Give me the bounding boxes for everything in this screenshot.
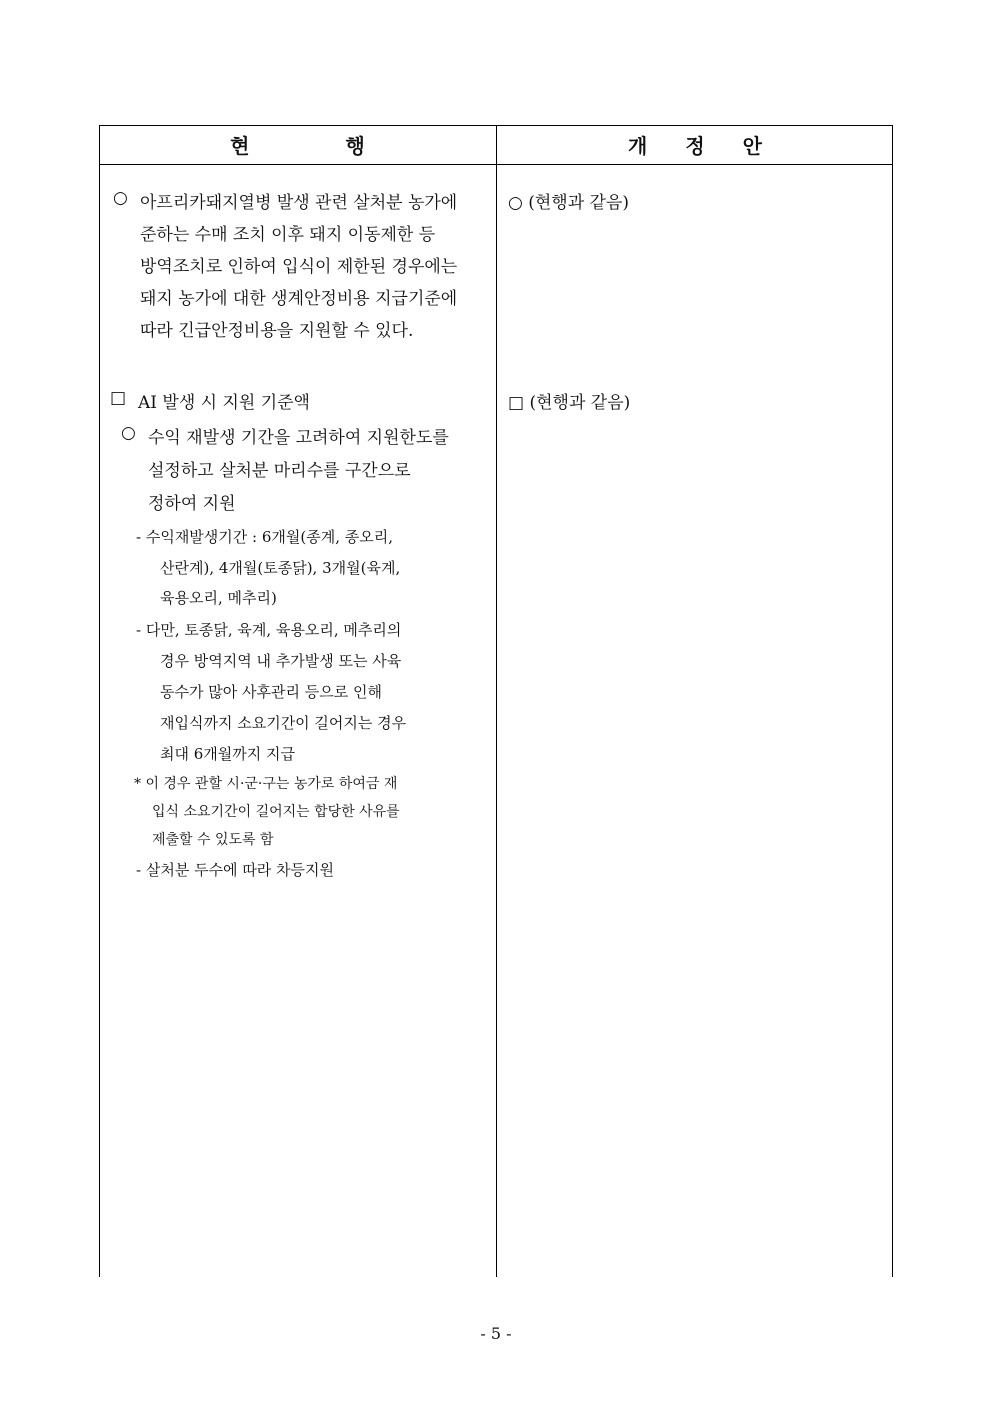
- page-number: - 5 -: [480, 1324, 512, 1343]
- header-current-char: 행: [345, 134, 365, 158]
- header-revised-char: 안: [742, 134, 762, 158]
- dash2-line: 경우 방역지역 내 추가발생 또는 사육: [160, 652, 402, 670]
- header-revised-char: 정: [685, 134, 705, 158]
- section1-marker: ○: [113, 188, 128, 208]
- table-right-border: [892, 125, 893, 1277]
- section2-marker: □: [110, 388, 127, 408]
- dash2-line: 재입식까지 소요기간이 길어지는 경우: [160, 714, 407, 732]
- note-line: * 이 경우 관할 시·군·구는 농가로 하여금 재: [134, 776, 398, 792]
- section2-title: AI 발생 시 지원 기준액: [138, 393, 310, 413]
- dash2-line: - 다만, 토종닭, 육계, 육용오리, 메추리의: [136, 621, 402, 639]
- section2-sub-line: 설정하고 살처분 마리수를 구간으로: [148, 461, 411, 481]
- dash2-line: 동수가 많아 사후관리 등으로 인해: [160, 683, 382, 701]
- revised-item-1: ○ (현행과 같음): [508, 193, 630, 213]
- section1-line: 아프리카돼지열병 발생 관련 살처분 농가에: [140, 193, 458, 213]
- dash3-line: - 살처분 두수에 따라 차등지원: [136, 861, 335, 879]
- section1-line: 방역조치로 인하여 입식이 제한된 경우에는: [140, 257, 458, 277]
- revised-item-2: □ (현행과 같음): [508, 393, 631, 413]
- header-current-char: 현: [230, 134, 250, 158]
- section1-line: 준하는 수매 조치 이후 돼지 이동제한 등: [140, 225, 436, 245]
- dash2-line: 최대 6개월까지 지급: [160, 745, 296, 763]
- section1-line: 돼지 농가에 대한 생계안정비용 지급기준에: [140, 289, 458, 309]
- section2-sub-marker: ○: [121, 423, 136, 443]
- note-line: 제출할 수 있도록 함: [152, 832, 274, 848]
- column-divider: [496, 125, 497, 1277]
- header-current: [99, 125, 496, 164]
- section1-line: 따라 긴급안정비용을 지원할 수 있다.: [140, 321, 414, 341]
- section2-sub-line: 수익 재발생 기간을 고려하여 지원한도를: [148, 428, 449, 448]
- header-revised-char: 개: [628, 134, 648, 158]
- table-left-border: [99, 125, 100, 1277]
- header-revised: [497, 125, 893, 164]
- dash1-line: 산란계), 4개월(토종닭), 3개월(육계,: [160, 559, 401, 577]
- note-line: 입식 소요기간이 길어지는 합당한 사유를: [152, 804, 400, 820]
- section2-sub-line: 정하여 지원: [148, 494, 236, 514]
- dash1-line: 육용오리, 메추리): [160, 589, 277, 607]
- dash1-line: - 수익재발생기간 : 6개월(종계, 종오리,: [136, 528, 393, 546]
